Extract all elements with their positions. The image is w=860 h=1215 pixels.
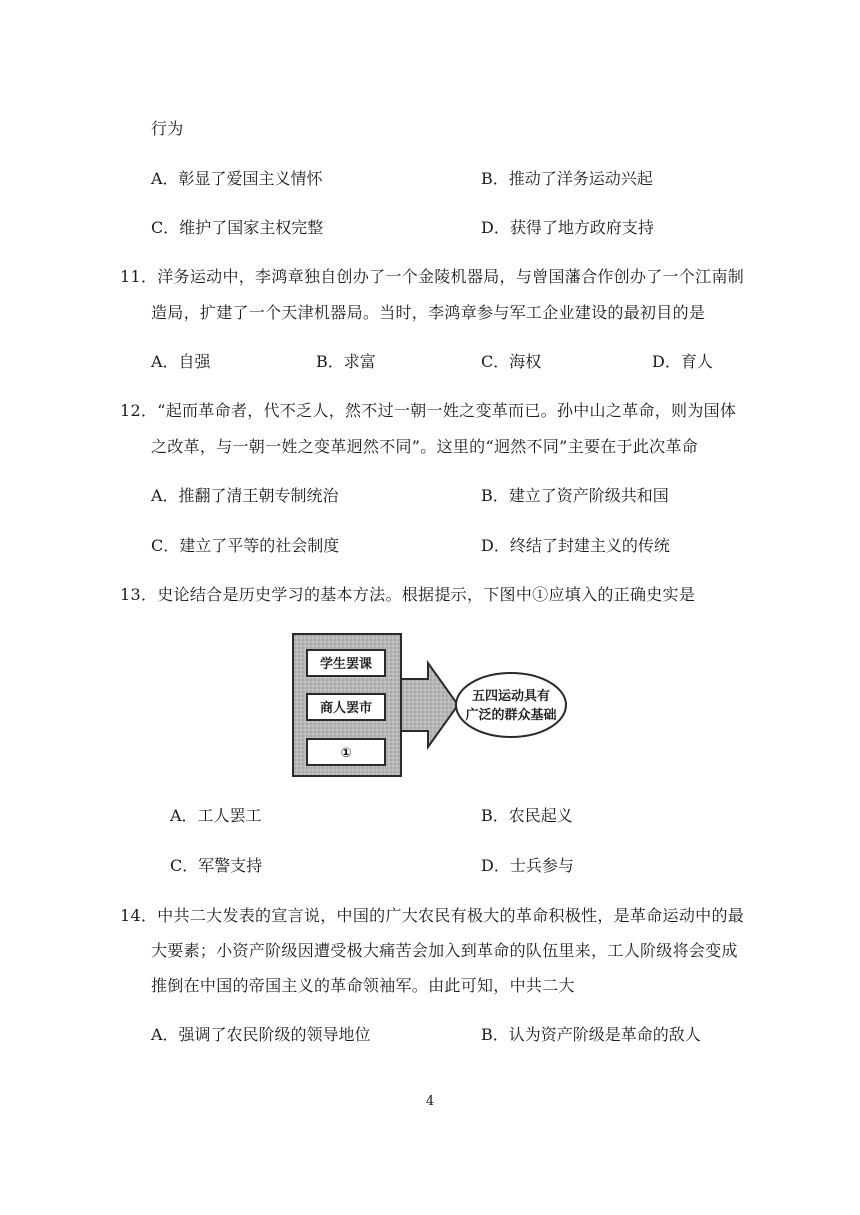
q11-option-d[interactable]: D．育人 xyxy=(652,352,713,371)
q10-option-b[interactable]: B．推动了洋务运动兴起 xyxy=(481,169,653,188)
q12-option-b[interactable]: B．建立了资产阶级共和国 xyxy=(481,486,669,505)
q13-option-d[interactable]: D．士兵参与 xyxy=(481,856,574,875)
q13-option-a[interactable]: A．工人罢工 xyxy=(170,806,262,825)
q13-option-b[interactable]: B．农民起义 xyxy=(481,806,573,825)
q11-option-b[interactable]: B．求富 xyxy=(316,352,376,371)
page-number: 4 xyxy=(425,1094,435,1109)
q12-stem-line-2: 之改革，与一朝一姓之变革迥然不同”。这里的“迥然不同”主要在于此次革命 xyxy=(151,437,699,456)
figure-box-merchants-label: 商人罢市 xyxy=(319,701,373,716)
q12-option-d[interactable]: D．终结了封建主义的传统 xyxy=(481,536,670,555)
q11-option-a[interactable]: A．自强 xyxy=(151,352,211,371)
figure-arrow xyxy=(401,663,458,747)
q13-figure xyxy=(290,631,572,779)
q12-option-a[interactable]: A．推翻了清王朝专制统治 xyxy=(151,486,339,505)
q14-option-a[interactable]: A．强调了农民阶级的领导地位 xyxy=(151,1025,371,1044)
q13-option-c[interactable]: C．军警支持 xyxy=(170,856,263,875)
figure-box-blank-label: ① xyxy=(340,746,352,761)
figure-conclusion-line-2: 广泛的群众基础 xyxy=(465,708,557,723)
q13-stem-line-1: 13．史论结合是历史学习的基本方法。根据提示，下图中①应填入的正确史实是 xyxy=(120,585,696,604)
q14-option-b[interactable]: B．认为资产阶级是革命的敌人 xyxy=(481,1025,701,1044)
q11-stem-line-2: 造局，扩建了一个天津机器局。当时，李鸿章参与军工企业建设的最初目的是 xyxy=(151,303,706,322)
q12-stem-line-1: 12．“起而革命者，代不乏人，然不过一朝一姓之变革而已。孙中山之革命，则为国体 xyxy=(120,401,737,420)
figure-conclusion-line-1: 五四运动具有 xyxy=(471,689,551,704)
q11-stem-line-1: 11．洋务运动中，李鸿章独自创办了一个金陵机器局，与曾国藩合作创办了一个江南制 xyxy=(120,267,745,286)
q10-option-d[interactable]: D．获得了地方政府支持 xyxy=(481,218,654,237)
q14-stem-line-2: 大要素；小资产阶级因遭受极大痛苦会加入到革命的队伍里来，工人阶级将会变成 xyxy=(151,941,738,960)
q10-continuation: 行为 xyxy=(151,119,184,138)
q10-option-a[interactable]: A．彰显了爱国主义情怀 xyxy=(151,169,323,188)
q14-stem-line-3: 推倒在中国的帝国主义的革命领袖军。由此可知，中共二大 xyxy=(151,976,575,995)
q11-option-c[interactable]: C．海权 xyxy=(481,352,542,371)
figure-box-students-label: 学生罢课 xyxy=(319,657,373,672)
q10-option-c[interactable]: C．维护了国家主权完整 xyxy=(151,218,324,237)
q14-stem-line-1: 14．中共二大发表的宣言说，中国的广大农民有极大的革命积极性，是革命运动中的最 xyxy=(120,906,745,925)
q12-option-c[interactable]: C．建立了平等的社会制度 xyxy=(151,536,340,555)
figure-conclusion-ellipse xyxy=(456,673,566,737)
